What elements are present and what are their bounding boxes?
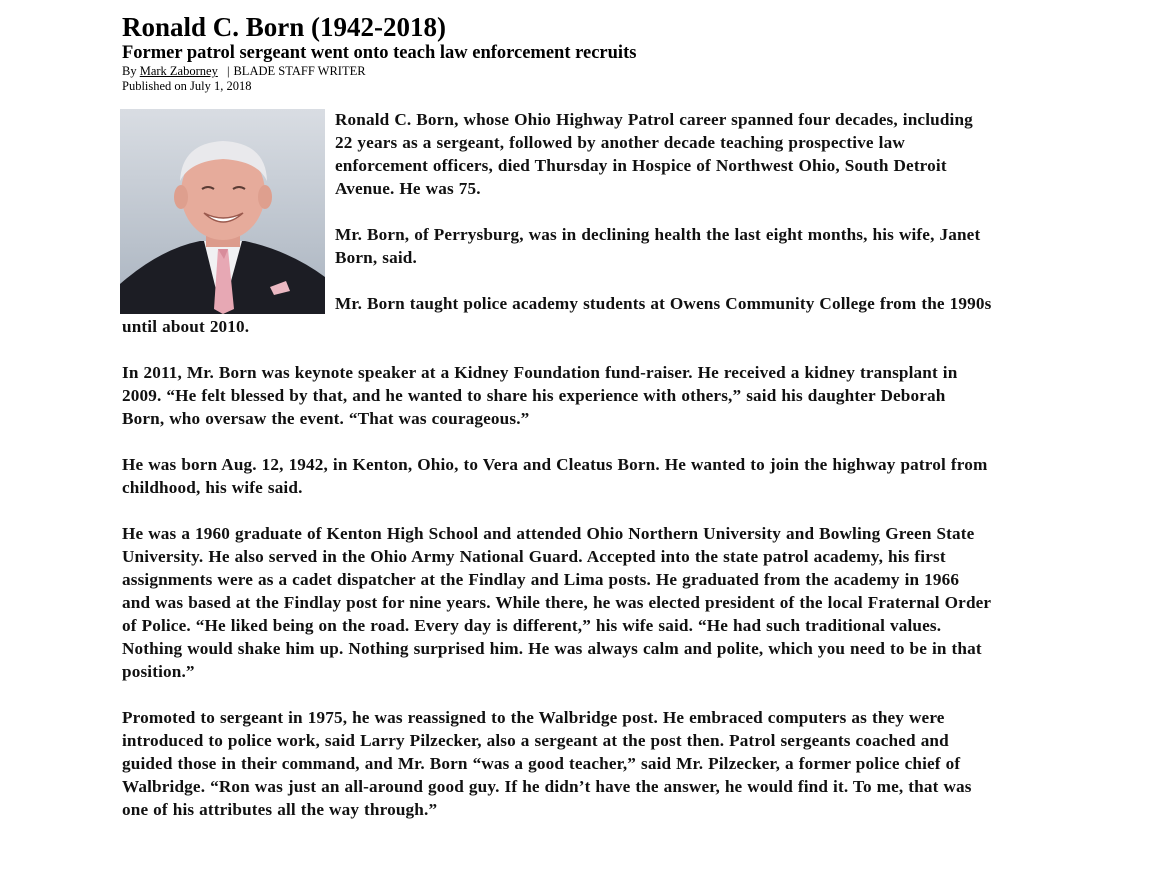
- subheadline: Former patrol sergeant went onto teach law enforcement recruits: [122, 43, 637, 63]
- portrait-photo: [120, 109, 325, 314]
- paragraph-3: Mr. Born taught police academy students at Owens Community College from the 1990s until about 2010.: [122, 294, 992, 336]
- paragraph-2: Mr. Born, of Perrysburg, was in declining health the last eight months, his wife, Janet Born, said.: [335, 225, 981, 267]
- byline: [122, 64, 992, 79]
- paragraph-1: Ronald C. Born, whose Ohio Highway Patrol career spanned four decades, including 22 years as a sergeant, followed by another decade teaching prospective law enforcement officers, died Thursday in Hospice of Northwest Ohio, South Detroit Avenue. He was 75.: [335, 110, 973, 198]
- author-link[interactable]: Mark Zaborney: [139, 64, 218, 78]
- article-body: [122, 108, 992, 821]
- headline: Ronald C. Born (1942-2018): [122, 12, 447, 42]
- paragraph-4: In 2011, Mr. Born was keynote speaker at a Kidney Foundation fund-raiser. He received a kidney transplant in 2009. “He felt blessed by that, and he wanted to share his experience with others,” said his daughter Deborah Born, who oversaw the event. “That was courageous.”: [122, 363, 958, 428]
- author-title: BLADE STAFF WRITER: [233, 64, 366, 78]
- paragraph-7: Promoted to sergeant in 1975, he was reassigned to the Walbridge post. He embraced computers as they were introduced to police work, said Larry Pilzecker, also a sergeant at the post then. Patrol sergeants coached and guided those in their command, and Mr. Born “was a good teacher,” said Mr. Pilzecker, a former police chief of Walbridge. “Ron was just an all-around good guy. If he didn’t have the answer, he would find it. To me, that was one of his attributes all the way through.”: [122, 708, 972, 819]
- published-date: Published on July 1, 2018: [122, 79, 252, 93]
- paragraph-6: He was a 1960 graduate of Kenton High School and attended Ohio Northern University and Bowling Green State University. He also served in the Ohio Army National Guard. Accepted into the state patrol academy, his first assignments were as a cadet dispatcher at the Findlay and Lima posts. He graduated from the academy in 1966 and was based at the Findlay post for nine years. While there, he was elected president of the local Fraternal Order of Police. “He liked being on the road. Every day is different,” his wife said. “He had such traditional values. Nothing would shake him up. Nothing surprised him. He was always calm and polite, which you need to be in that position.”: [122, 524, 991, 681]
- paragraph-5: He was born Aug. 12, 1942, in Kenton, Ohio, to Vera and Cleatus Born. He wanted to join the highway patrol from childhood, his wife said.: [122, 455, 988, 497]
- byline-prefix: By: [122, 64, 137, 78]
- byline-separator: |: [226, 64, 230, 78]
- article: [122, 12, 992, 844]
- portrait-illustration: [120, 109, 325, 314]
